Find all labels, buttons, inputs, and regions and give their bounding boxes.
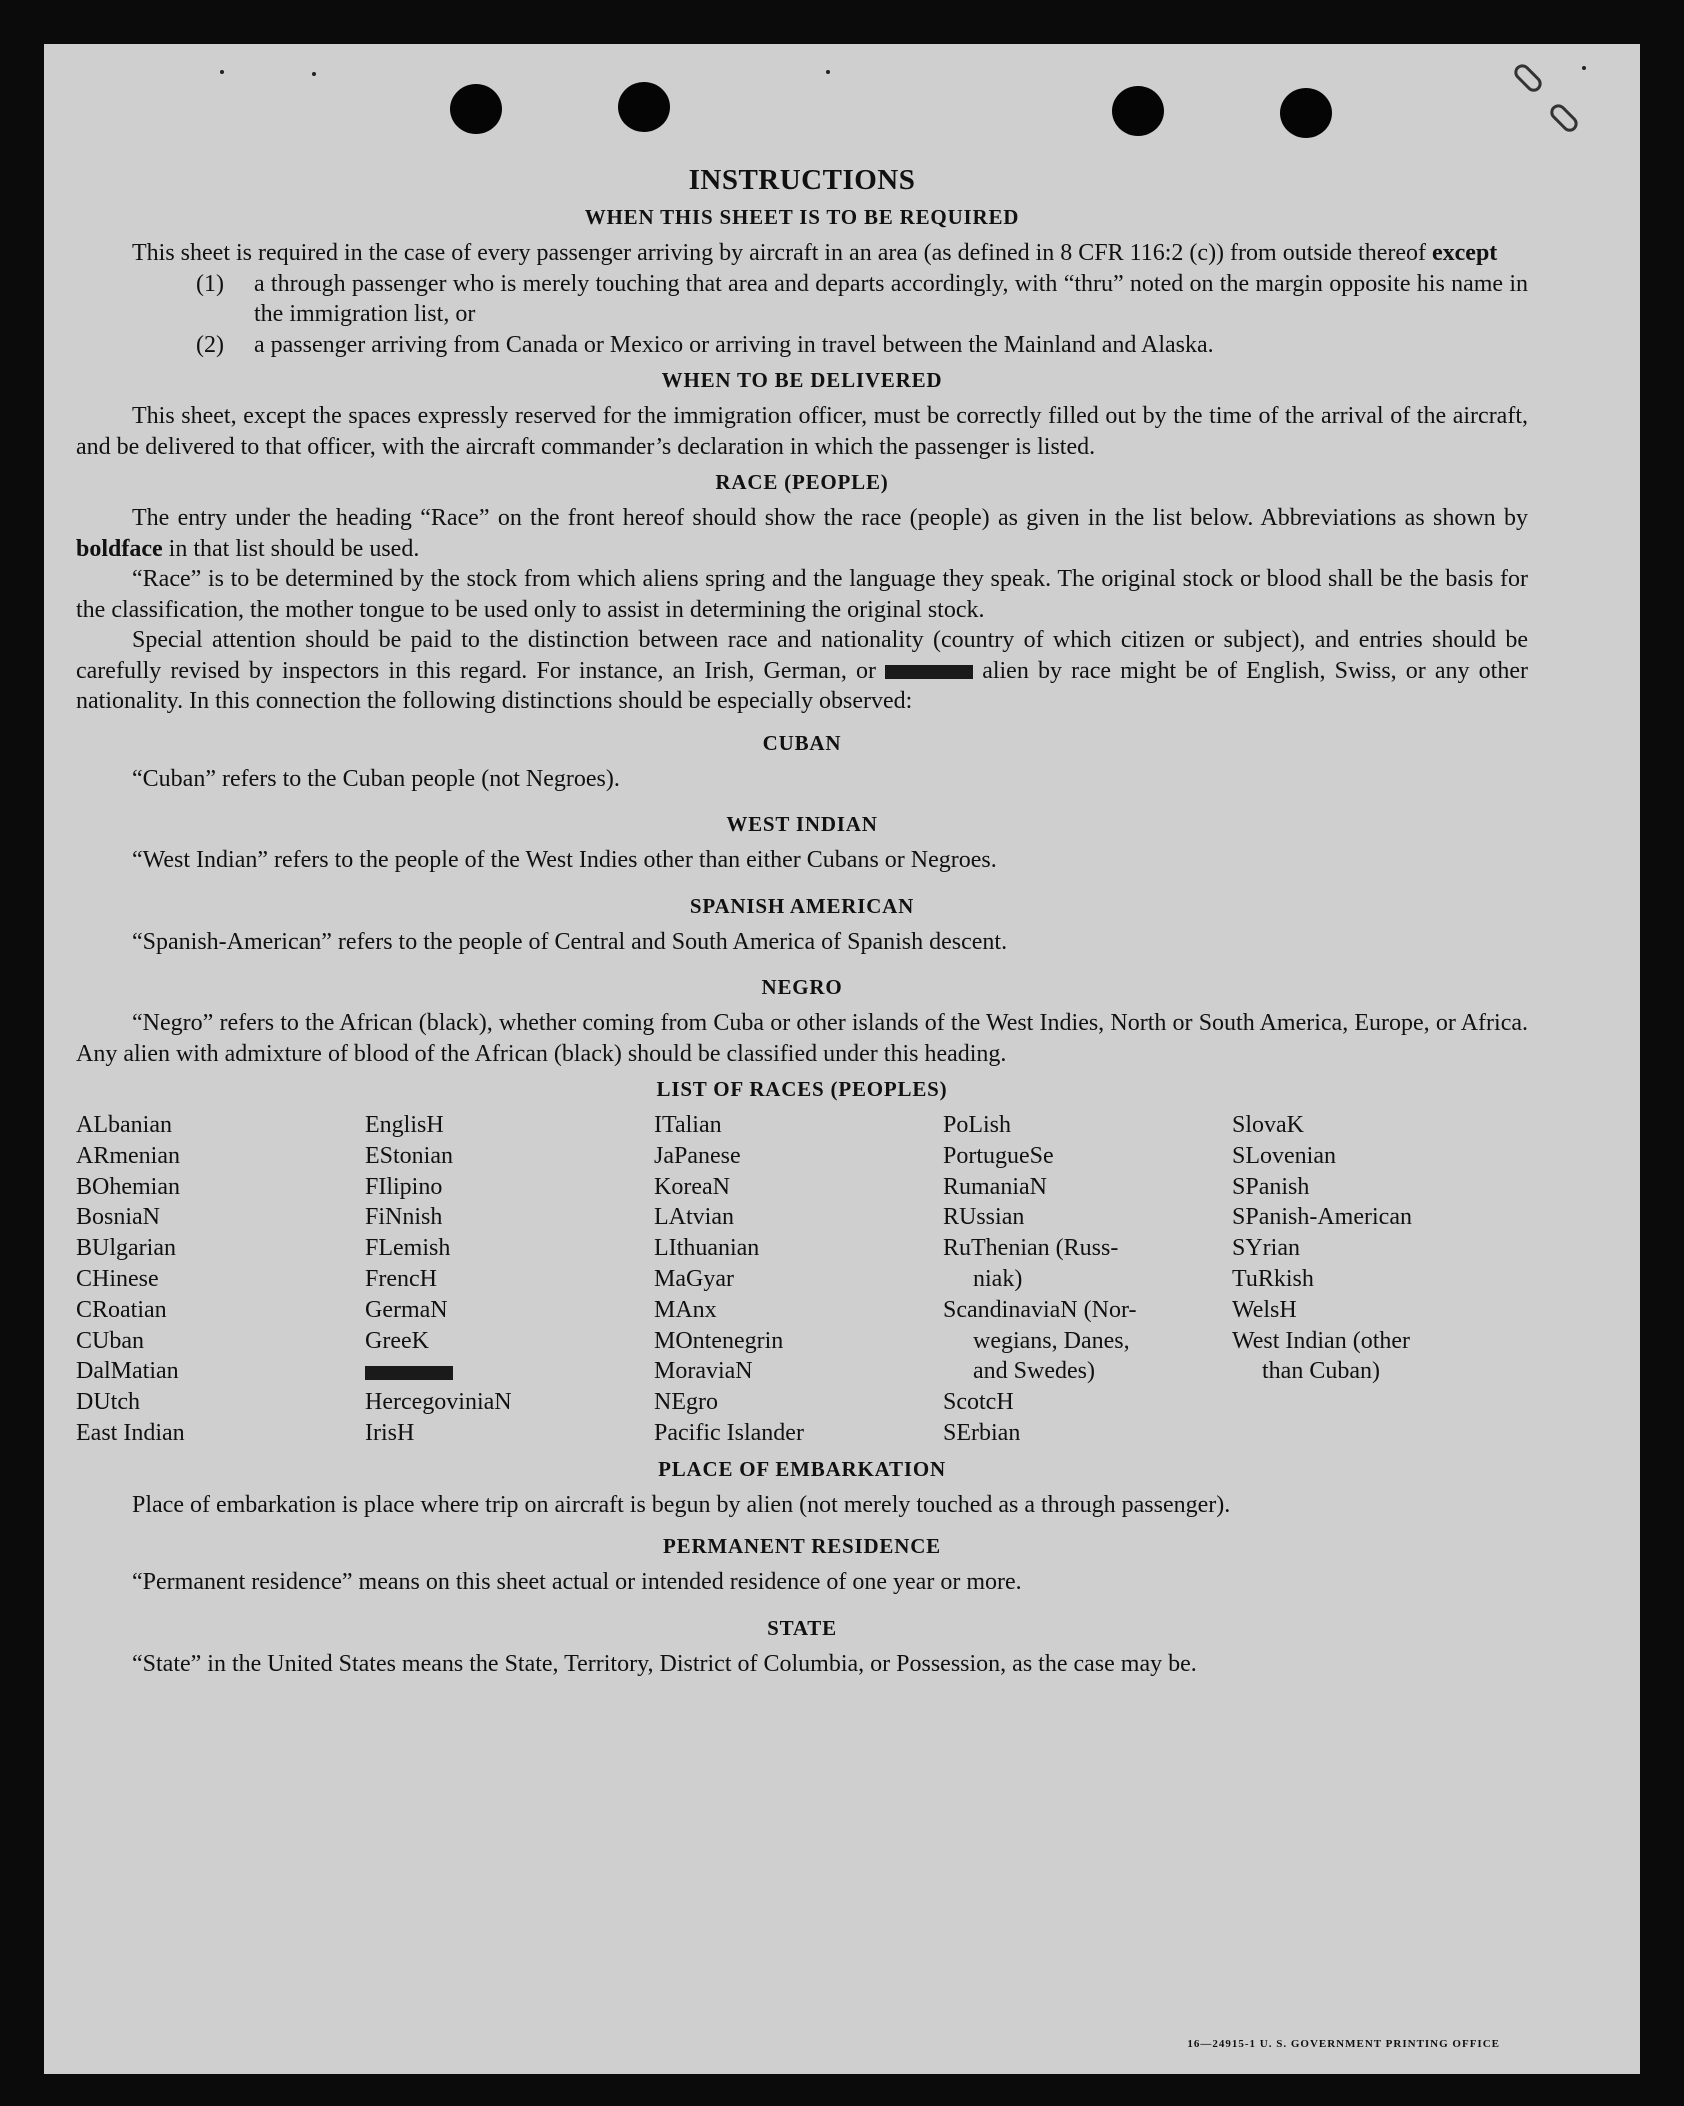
punch-hole [1280,88,1332,138]
race-item: Pacific Islander [654,1419,804,1446]
race-item: East Indian [76,1419,185,1446]
race-item: EnglisH [365,1112,444,1138]
document-sheet [44,44,1640,2074]
punch-hole [1112,86,1164,136]
race-item: CUban [76,1327,144,1354]
race-column-1 [76,1110,365,1449]
required-intro: This sheet is required in the case of every passenger arriving by aircraft in an area (as defined in 8 CFR 116:2 (c)) from outside thereof except [132,240,1498,266]
race-item: ScandinaviaN (Nor- [943,1296,1137,1323]
spanish-american-text: “Spanish-American” refers to the people of Central and South America of Spanish descent. [132,928,1008,955]
race-item: MOntenegrin [654,1327,784,1354]
race-item: SLovenian [1232,1142,1336,1169]
race-item: and Swedes) [973,1358,1095,1385]
race-item: BOhemian [76,1173,180,1200]
speck [1582,66,1586,70]
race-column-2 [365,1110,654,1449]
race-column-3 [654,1110,943,1449]
punch-hole [618,82,670,132]
race-item: MoraviaN [654,1358,753,1385]
race-item: than Cuban) [1262,1358,1380,1385]
speck [312,72,316,76]
race-item: TuRkish [1232,1265,1314,1292]
race-list [76,1110,1528,1449]
race-item: MaGyar [654,1265,734,1292]
race-item: FiNnish [365,1204,443,1231]
list-item: (2) a passenger arriving from Canada or Mexico or arriving in travel between the Mainland and Alaska. [196,331,1214,358]
section-heading-west-indian: WEST INDIAN [726,812,878,836]
embarkation-text: Place of embarkation is place where trip on aircraft is begun by alien (not merely touched as a through passenger). [132,1491,1231,1518]
race-item: KoreaN [654,1173,730,1200]
race-paragraph: Special attention should be paid to the distinction between race and nationality (country of which citizen or subject), and entries should be carefully revised by inspectors in this regard. For instance, an Irish, German, or alien by race might be of English, Swiss, or any other nationality. In this connection the following distinctions should be especially observed: [76,627,1528,714]
state-text: “State” in the United States means the State, Territory, District of Columbia, or Possession, as the case may be. [132,1650,1197,1677]
section-heading-negro: NEGRO [761,975,843,999]
race-item: LAtvian [654,1204,734,1231]
section-heading-required: WHEN THIS SHEET IS TO BE REQUIRED [584,205,1020,229]
race-item: HercegoviniaN [365,1389,512,1416]
race-item: GreeK [365,1327,429,1354]
race-item: JaPanese [654,1142,741,1169]
race-item: ITalian [654,1112,722,1138]
punch-hole [450,84,502,134]
race-item-redacted [365,1356,654,1387]
race-item: SPanish [1232,1173,1310,1200]
race-item: IrisH [365,1419,415,1446]
delivered-text: This sheet, except the spaces expressly reserved for the immigration officer, must be correctly filled out by the time of the arrival of the aircraft, and be delivered to that officer, with the aircraft commander’s declaration in which the passenger is listed. [76,403,1528,460]
race-item: CRoatian [76,1296,167,1323]
race-item: NEgro [654,1389,718,1416]
race-item: RumaniaN [943,1173,1047,1200]
race-item: wegians, Danes, [973,1327,1130,1354]
race-item: DUtch [76,1389,140,1416]
section-heading-delivered: WHEN TO BE DELIVERED [661,368,943,392]
race-item: EStonian [365,1142,453,1169]
printing-office-imprint: 16—24915-1 U. S. GOVERNMENT PRINTING OFFICE [1187,2038,1500,2050]
race-item: DalMatian [76,1358,179,1385]
cuban-text: “Cuban” refers to the Cuban people (not Negroes). [132,765,620,792]
race-item: FLemish [365,1235,451,1262]
race-item: RuThenian (Russ- [943,1235,1119,1262]
race-item: FIlipino [365,1173,443,1200]
section-heading-embarkation: PLACE OF EMBARKATION [658,1456,946,1481]
race-item: ARmenian [76,1142,180,1169]
race-item: FrencH [365,1265,437,1292]
section-heading-race: RACE (PEOPLE) [715,470,889,494]
race-item: BosniaN [76,1204,160,1231]
race-item: ScotcH [943,1389,1014,1416]
race-item: CHinese [76,1265,159,1292]
race-item: RUssian [943,1204,1025,1231]
instructions-body [76,164,1528,1679]
race-item: MAnx [654,1296,717,1323]
race-item: SYrian [1232,1235,1300,1262]
race-item: PortugueSe [943,1142,1054,1169]
redaction-mark [885,665,973,679]
race-column-4 [943,1110,1232,1449]
staple-mark [1511,61,1545,95]
page-title: INSTRUCTIONS [688,164,916,196]
speck [220,70,224,74]
race-item: niak) [973,1265,1023,1292]
race-item: GermaN [365,1296,448,1323]
staple-mark [1547,101,1581,135]
race-item: BUlgarian [76,1235,176,1262]
negro-text: “Negro” refers to the African (black), whether coming from Cuba or other islands of the West Indies, North or South America, Europe, or Africa. Any alien with admixture of blood of the African (black) should be classified under this heading. [76,1010,1528,1067]
race-item: ALbanian [76,1112,172,1138]
race-item: West Indian (other [1232,1327,1411,1354]
section-heading-state: STATE [767,1615,837,1640]
list-of-races-heading: LIST OF RACES (PEOPLES) [656,1077,948,1101]
race-item: WelsH [1232,1296,1297,1323]
residence-text: “Permanent residence” means on this sheet actual or intended residence of one year or more. [132,1569,1022,1596]
list-item: (1) a through passenger who is merely touching that area and departs accordingly, with “thru” noted on the margin opposite his name in the immigration list, or [196,270,1528,327]
speck [826,70,830,74]
race-item: SlovaK [1232,1112,1304,1138]
section-heading-cuban: CUBAN [762,730,842,755]
race-item: SPanish-American [1232,1204,1412,1231]
race-item: LIthuanian [654,1235,760,1262]
race-item: PoLish [943,1112,1012,1138]
race-paragraph: “Race” is to be determined by the stock from which aliens spring and the language they speak. The original stock or blood shall be the basis for the classification, the mother tongue to be used only to assist in determining the original stock. [76,566,1528,623]
race-item: SErbian [943,1419,1021,1446]
race-paragraph: The entry under the heading “Race” on the front hereof should show the race (people) as given in the list below. Abbreviations as shown by boldface in that list should be used. [76,505,1528,562]
redaction-mark [365,1366,453,1380]
section-heading-residence: PERMANENT RESIDENCE [663,1534,941,1559]
race-column-5 [1232,1110,1521,1449]
west-indian-text: “West Indian” refers to the people of the West Indies other than either Cubans or Negroes. [132,847,997,873]
section-heading-spanish-american: SPANISH AMERICAN [689,893,915,918]
